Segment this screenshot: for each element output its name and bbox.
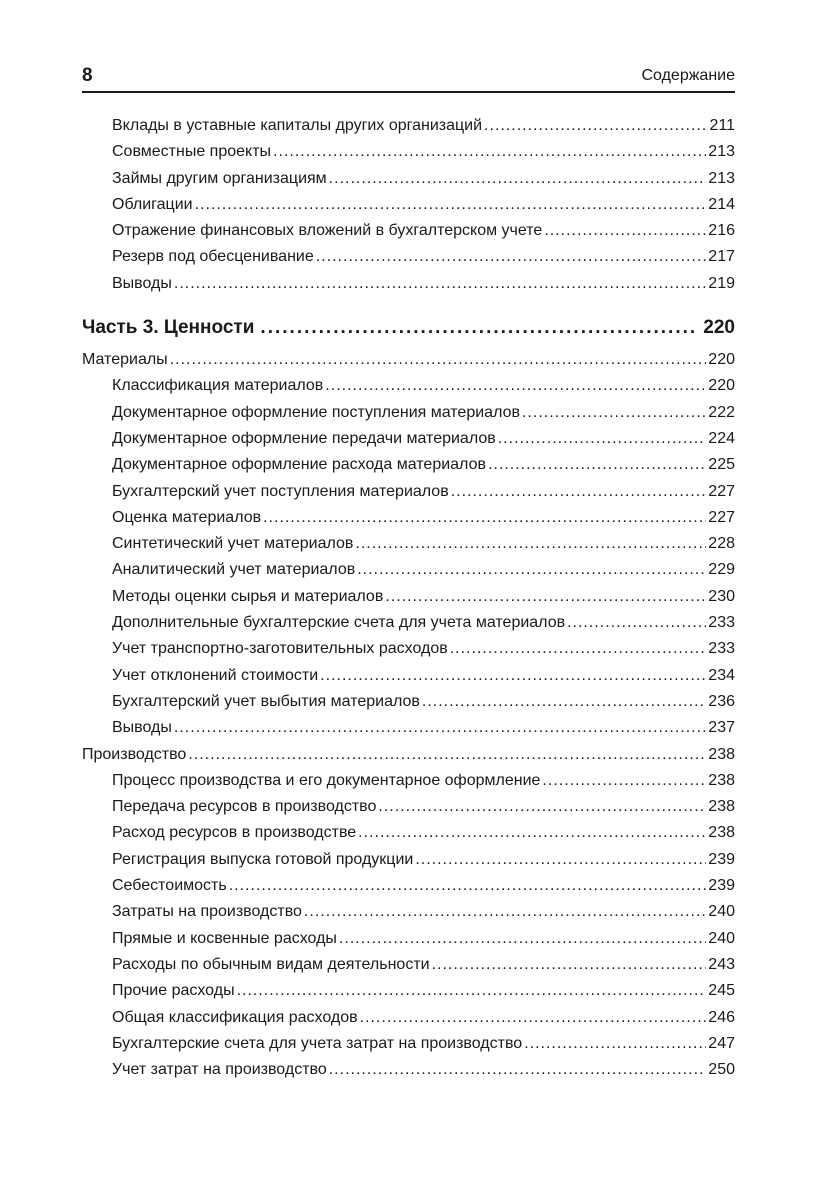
toc-entry[interactable] bbox=[82, 1057, 735, 1083]
toc-part-page: 220 bbox=[703, 317, 735, 339]
toc-entry-title: Процесс производства и его документарное оформление bbox=[112, 771, 541, 789]
dot-leader bbox=[174, 271, 706, 297]
toc-entry[interactable] bbox=[82, 271, 735, 297]
toc-entry[interactable] bbox=[82, 192, 735, 218]
toc-entry-title: Бухгалтерский учет выбытия материалов bbox=[112, 692, 420, 710]
dot-leader bbox=[273, 139, 706, 165]
toc-entry-title: Отражение финансовых вложений в бухгалтерском учете bbox=[112, 222, 543, 240]
toc-entry[interactable] bbox=[82, 794, 735, 820]
page-number: 8 bbox=[82, 65, 93, 86]
dot-leader bbox=[422, 689, 706, 715]
toc-entry-title: Регистрация выпуска готовой продукции bbox=[112, 850, 414, 868]
toc-entry-title: Затраты на производство bbox=[112, 903, 302, 921]
toc-entry-title: Документарное оформление передачи материалов bbox=[112, 429, 496, 447]
toc-entry-title: Облигации bbox=[112, 195, 193, 213]
toc-entry-title: Передача ресурсов в производство bbox=[112, 798, 377, 816]
dot-leader bbox=[378, 794, 706, 820]
dot-leader bbox=[360, 1005, 707, 1031]
toc-entry-title: Методы оценки сырья и материалов bbox=[112, 587, 384, 605]
toc-entry[interactable] bbox=[82, 452, 735, 478]
toc-entry-page: 245 bbox=[708, 982, 735, 1000]
toc-entry-page: 224 bbox=[708, 429, 735, 447]
dot-leader bbox=[542, 768, 706, 794]
toc-entry[interactable] bbox=[82, 426, 735, 452]
toc-entry[interactable] bbox=[82, 610, 735, 636]
dot-leader bbox=[229, 873, 707, 899]
dot-leader bbox=[263, 505, 706, 531]
toc-chapter-title: Производство bbox=[82, 745, 187, 763]
toc-entry-title: Бухгалтерские счета для учета затрат на производство bbox=[112, 1034, 523, 1052]
toc-entry-title: Вклады в уставные капиталы других организаций bbox=[112, 117, 483, 134]
toc-entry[interactable] bbox=[82, 584, 735, 610]
toc-entry-page: 246 bbox=[708, 1008, 735, 1026]
toc-entry-page: 227 bbox=[708, 482, 735, 500]
toc-entry-title: Займы другим организациям bbox=[112, 169, 327, 187]
toc-entry-page: 219 bbox=[708, 274, 735, 292]
toc-entry[interactable] bbox=[82, 505, 735, 531]
toc-entry[interactable] bbox=[82, 139, 735, 165]
dot-leader bbox=[329, 1057, 707, 1083]
toc-entry-page: 225 bbox=[708, 456, 735, 474]
toc-entry[interactable] bbox=[82, 113, 735, 139]
toc-chapter[interactable] bbox=[82, 742, 735, 768]
toc-chapter-page: 238 bbox=[708, 745, 735, 763]
page-header bbox=[82, 64, 735, 88]
toc-entry-title: Документарное оформление расхода материалов bbox=[112, 456, 486, 474]
toc-entry-title: Расходы по обычным видам деятельности bbox=[112, 955, 430, 973]
toc-entry[interactable] bbox=[82, 373, 735, 399]
toc-entry-page: 239 bbox=[708, 877, 735, 895]
toc-entry[interactable] bbox=[82, 899, 735, 925]
toc-entry[interactable] bbox=[82, 768, 735, 794]
toc-entry-title: Учет отклонений стоимости bbox=[112, 666, 319, 684]
toc-entry-page: 222 bbox=[708, 403, 735, 421]
toc-entry[interactable] bbox=[82, 557, 735, 583]
toc-entry[interactable] bbox=[82, 847, 735, 873]
dot-leader bbox=[260, 309, 697, 347]
dot-leader bbox=[195, 192, 707, 218]
toc-entry[interactable] bbox=[82, 952, 735, 978]
toc-entry[interactable] bbox=[82, 689, 735, 715]
toc-entry-page: 243 bbox=[708, 955, 735, 973]
toc-entry-page: 228 bbox=[708, 535, 735, 553]
dot-leader bbox=[170, 347, 707, 373]
toc-entry-title: Оценка материалов bbox=[112, 508, 262, 526]
toc-entry-page: 213 bbox=[708, 143, 735, 161]
toc-entry[interactable] bbox=[82, 978, 735, 1004]
toc-entry[interactable] bbox=[82, 479, 735, 505]
toc-entry-page: 238 bbox=[708, 798, 735, 816]
dot-leader bbox=[450, 636, 707, 662]
toc-entry-title: Прямые и косвенные расходы bbox=[112, 929, 337, 947]
toc-entry-page: 211 bbox=[709, 117, 735, 134]
dot-leader bbox=[385, 584, 706, 610]
dot-leader bbox=[357, 557, 706, 583]
toc-chapter-page: 220 bbox=[708, 351, 735, 369]
dot-leader bbox=[320, 663, 706, 689]
dot-leader bbox=[432, 952, 707, 978]
dot-leader bbox=[355, 531, 706, 557]
toc-entry-page: 217 bbox=[708, 248, 735, 266]
toc-entry-title: Общая классификация расходов bbox=[112, 1008, 358, 1026]
dot-leader bbox=[339, 926, 706, 952]
toc-entry-page: 230 bbox=[708, 587, 735, 605]
toc-entry[interactable] bbox=[82, 873, 735, 899]
toc-entry-title: Синтетический учет материалов bbox=[112, 535, 354, 553]
toc-entry-page: 229 bbox=[708, 561, 735, 579]
running-title: Содержание bbox=[641, 67, 735, 84]
dot-leader bbox=[488, 452, 706, 478]
toc-chapter-title: Материалы bbox=[82, 351, 168, 369]
dot-leader bbox=[358, 820, 706, 846]
dot-leader bbox=[304, 899, 706, 925]
toc-entry-page: 239 bbox=[708, 850, 735, 868]
toc-entry-page: 233 bbox=[708, 614, 735, 632]
dot-leader bbox=[237, 978, 707, 1004]
toc-entry-title: Аналитический учет материалов bbox=[112, 561, 356, 579]
toc-entry[interactable] bbox=[82, 663, 735, 689]
toc-entry-page: 238 bbox=[708, 771, 735, 789]
toc-entry-title: Классификация материалов bbox=[112, 377, 324, 395]
dot-leader bbox=[567, 610, 706, 636]
toc-entry-title: Расход ресурсов в производстве bbox=[112, 824, 357, 842]
toc-entry-title: Учет затрат на производство bbox=[112, 1061, 327, 1079]
toc-entry-page: 238 bbox=[708, 824, 735, 842]
toc-entry-title: Выводы bbox=[112, 274, 172, 292]
dot-leader bbox=[522, 400, 706, 426]
toc-entry-page: 213 bbox=[708, 169, 735, 187]
toc-entry-page: 236 bbox=[708, 692, 735, 710]
header-rule bbox=[82, 91, 735, 93]
toc-entry[interactable] bbox=[82, 218, 735, 244]
toc-entry-page: 214 bbox=[708, 195, 735, 213]
toc-entry-title: Себестоимость bbox=[112, 877, 227, 895]
dot-leader bbox=[174, 715, 706, 741]
toc-entry-title: Прочие расходы bbox=[112, 982, 235, 1000]
toc-entry-page: 247 bbox=[708, 1034, 735, 1052]
toc-entry[interactable] bbox=[82, 166, 735, 192]
dot-leader bbox=[484, 113, 707, 139]
toc-entry-page: 227 bbox=[708, 508, 735, 526]
toc-entry-title: Бухгалтерский учет поступления материалов bbox=[112, 482, 449, 500]
toc-entry[interactable] bbox=[82, 636, 735, 662]
toc-entry-title: Учет транспортно-заготовительных расходов bbox=[112, 640, 448, 658]
toc-entry-page: 240 bbox=[708, 903, 735, 921]
toc-entry[interactable] bbox=[82, 715, 735, 741]
toc-entry-page: 220 bbox=[708, 377, 735, 395]
toc-entry-title: Дополнительные бухгалтерские счета для учета материалов bbox=[112, 614, 566, 632]
dot-leader bbox=[329, 166, 707, 192]
toc-entry-page: 234 bbox=[708, 666, 735, 684]
dot-leader bbox=[524, 1031, 706, 1057]
dot-leader bbox=[325, 373, 706, 399]
toc-entry-page: 250 bbox=[708, 1061, 735, 1079]
toc-entry[interactable] bbox=[82, 400, 735, 426]
dot-leader bbox=[316, 244, 707, 270]
toc-entry-page: 237 bbox=[708, 719, 735, 737]
toc-chapter[interactable] bbox=[82, 347, 735, 373]
toc-entry[interactable] bbox=[82, 531, 735, 557]
toc-entry-page: 233 bbox=[708, 640, 735, 658]
toc-entry-title: Документарное оформление поступления материалов bbox=[112, 403, 520, 421]
table-of-contents bbox=[82, 113, 735, 1083]
toc-part-title: Часть 3. Ценности bbox=[82, 317, 255, 339]
toc-entry[interactable] bbox=[82, 926, 735, 952]
toc-part-heading[interactable] bbox=[82, 309, 735, 347]
dot-leader bbox=[498, 426, 707, 452]
toc-entry[interactable] bbox=[82, 244, 735, 270]
toc-entry-page: 240 bbox=[708, 929, 735, 947]
toc-entry-page: 216 bbox=[708, 222, 735, 240]
dot-leader bbox=[415, 847, 706, 873]
toc-entry-title: Резерв под обесценивание bbox=[112, 248, 314, 266]
dot-leader bbox=[544, 218, 706, 244]
toc-entry[interactable] bbox=[82, 820, 735, 846]
dot-leader bbox=[188, 742, 706, 768]
dot-leader bbox=[451, 479, 707, 505]
toc-entry-title: Выводы bbox=[112, 719, 172, 737]
toc-entry-title: Совместные проекты bbox=[112, 143, 272, 161]
toc-entry[interactable] bbox=[82, 1005, 735, 1031]
toc-entry[interactable] bbox=[82, 1031, 735, 1057]
